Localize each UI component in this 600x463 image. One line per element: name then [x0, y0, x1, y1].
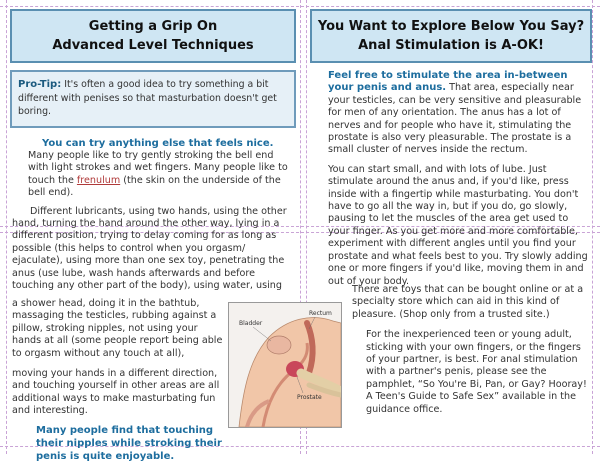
right-title-line1: You Want to Explore Below You Say?	[317, 19, 585, 34]
left-heading-2: Many people find that touching their nipples while stroking their penis is quite enjoyable.	[36, 424, 222, 462]
right-title-box	[310, 9, 592, 63]
left-para-2-wrap: a shower head, doing it in the bathtub, massaging the testicles, rubbing against a pillow, stroking nipples, not using your hands at all (some people report being able to orgasm without any touch at all),	[12, 298, 223, 359]
bladder-label: Bladder	[239, 320, 263, 327]
right-lead: Feel free to stimulate the area in-between your penis and anus.	[328, 70, 568, 94]
layout-guide	[6, 0, 7, 454]
left-title-line1: Getting a Grip On	[88, 19, 218, 34]
right-para-3: There are toys that can be bought online or at a specialty store which can aid in this kind of pleasure. (Shop only from a trusted site.)	[352, 284, 584, 320]
pro-tip-label: Pro-Tip:	[18, 79, 62, 90]
pro-tip-text: It's often a good idea to try something a bit different with penises so that masturbation doesn't get boring.	[18, 79, 277, 117]
layout-guide	[592, 0, 593, 454]
right-para-1: Feel free to stimulate the area in-between your penis and anus. That area, especially near your testicles, can be very sensitive and pleasurable for men of any orientation. The anus has a lot of nerves and for people who have it, stimulating the prostate is also very pleasurable. The prostate is a small cluster of nerves inside the rectum.	[328, 70, 582, 156]
left-para-2-top: Different lubricants, using two hands, using the other hand, turning the hand around the other way, lying in a different position, trying to delay coming for as long as possible (this helps to control when you orgasm/ ejaculate), using more than one sex toy, penetrating the anus (use lube, wash hands afterwards and before touching any other part of the body), using water, using	[12, 205, 287, 292]
left-title-box	[10, 9, 296, 63]
anatomy-diagram	[228, 302, 342, 428]
left-para-1: Many people like to try gently stroking the bell end with light strokes and wet fingers. Many people like to touch the frenulum (the skin on the underside of the bell end).	[28, 150, 288, 199]
left-title-line2: Advanced Level Techniques	[52, 38, 254, 53]
rectum-label: Rectum	[309, 310, 332, 317]
left-body-wrap	[12, 298, 226, 360]
left-para-2-bottom: moving your hands in a different direction, and touching yourself in other areas are all additional ways to make masturbating fun and interesting.	[12, 368, 220, 417]
layout-guide	[0, 6, 600, 7]
frenulum-link[interactable]: frenulum	[76, 174, 121, 186]
left-body-bottom	[12, 368, 226, 463]
pro-tip-box	[10, 70, 296, 128]
left-body	[12, 137, 295, 292]
right-para-2: You can start small, and with lots of lube. Just stimulate around the anus and, if you'd like, press inside with a fingertip while masturbating. You don't have to go all the way in, but if you do, go slowly, pausing to let the muscles of the area get used to your finger. As you get more and more comfortable, experiment with different angles until you find your prostate and what feels best to you. Try slowly adding one or more fingers if you'd like, moving them in and out of your body.	[328, 163, 588, 287]
right-body	[310, 70, 590, 295]
prostate-label: Prostate	[297, 394, 322, 401]
left-heading-1: You can try anything else that feels nice.	[42, 138, 274, 149]
anatomy-illustration	[229, 303, 341, 427]
right-para-4: For the inexperienced teen or young adult, sticking with your own fingers, or the fingers of your partner, is best. For anal stimulation with a partner's penis, please see the pamphlet, “So You're Bi, Pan, or Gay? Hooray! A Teen's Guide to Safe Sex” available in the guidance office.	[366, 329, 587, 415]
bladder-shape	[267, 336, 291, 354]
right-title-line2: Anal Stimulation is A-OK!	[358, 38, 544, 53]
right-body-wrap	[346, 284, 590, 416]
